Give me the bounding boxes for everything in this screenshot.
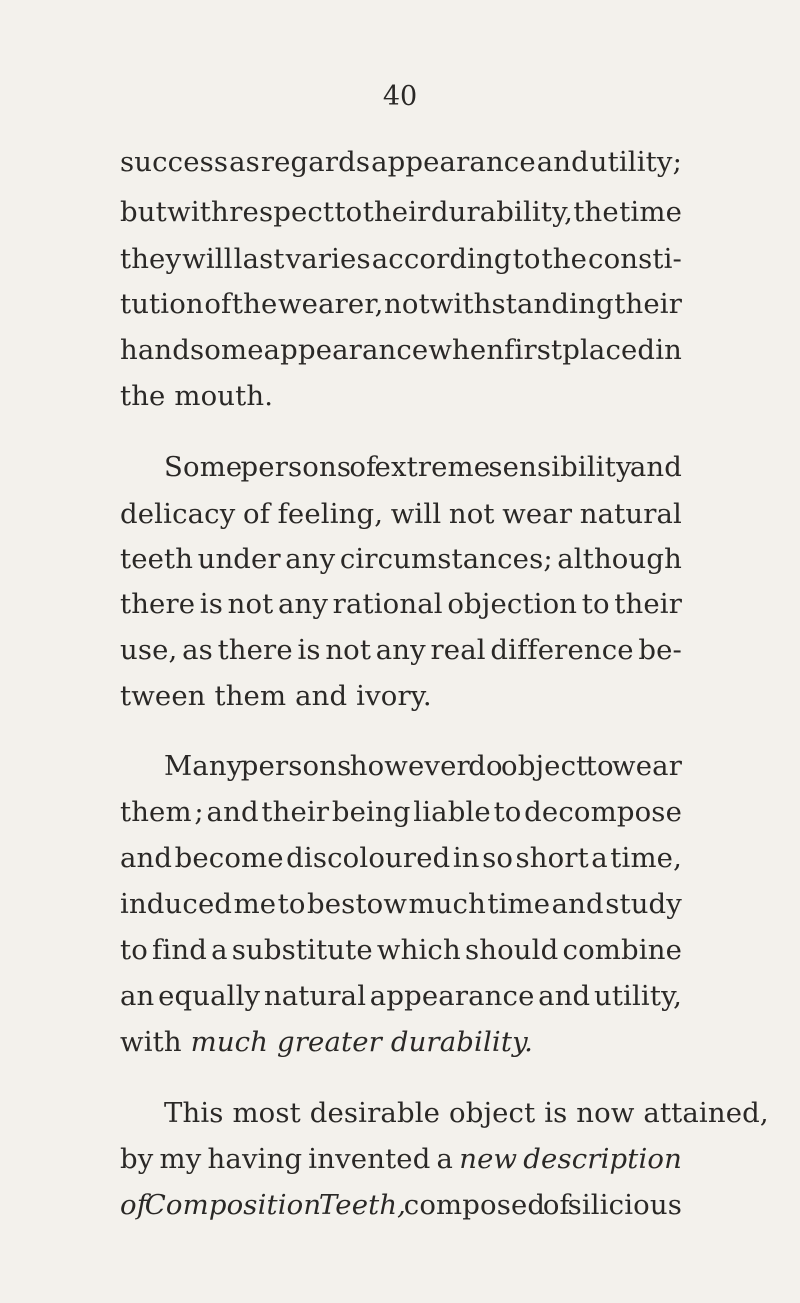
text-line xyxy=(164,445,682,489)
text-line xyxy=(120,928,682,972)
text-segment: success as regards appearance and utility; xyxy=(120,146,682,178)
text-segment: to find a substitute which should combine xyxy=(120,934,682,966)
text-segment: them ; and their being liable to decompose xyxy=(120,796,682,828)
text-segment: and become discoloured in so short a time, xyxy=(120,842,682,874)
text-segment: use, as there is not any real difference be- xyxy=(120,634,682,666)
text-segment: there is not any rational objection to their xyxy=(120,588,682,620)
text-line xyxy=(120,1183,682,1227)
text-segment: teeth under any circumstances; although xyxy=(120,543,682,575)
text-segment: they will last varies according to the consti- xyxy=(120,243,682,275)
text-segment: by my having invented a xyxy=(120,1143,460,1175)
text-line xyxy=(120,674,432,718)
text-segment: the mouth. xyxy=(120,380,274,412)
page-number: 40 xyxy=(382,81,418,112)
text-segment: Many persons however do object to wear xyxy=(164,750,682,782)
text-segment: induced me to bestow much time and study xyxy=(120,888,682,920)
text-segment: tution of the wearer, notwithstanding their xyxy=(120,288,682,320)
text-segment: delicacy of feeling, will not wear natural xyxy=(120,498,682,530)
text-line xyxy=(164,1091,769,1135)
text-line xyxy=(120,492,682,536)
text-segment: but with respect to their durability, the time xyxy=(120,196,682,228)
text-line xyxy=(120,237,682,281)
text-segment: composed of silicious xyxy=(406,1189,682,1221)
text-line xyxy=(120,1020,533,1064)
text-line xyxy=(120,974,682,1018)
text-segment: handsome appearance when first placed in xyxy=(120,334,682,366)
text-line xyxy=(120,374,273,418)
italic-text-segment: of Composition Teeth, xyxy=(120,1189,407,1221)
text-segment: This most desirable object is now attained, xyxy=(164,1097,769,1129)
italic-text-segment: new description xyxy=(459,1143,682,1175)
text-segment: tween them and ivory. xyxy=(120,680,432,712)
text-line xyxy=(120,190,682,234)
text-line xyxy=(120,282,682,326)
text-line xyxy=(120,1137,682,1181)
text-segment: with xyxy=(120,1026,191,1058)
text-line xyxy=(164,744,682,788)
text-segment: Some persons of extreme sensibility and xyxy=(164,451,682,483)
text-line xyxy=(120,790,682,834)
text-line xyxy=(120,882,682,926)
text-line xyxy=(120,537,682,581)
text-line xyxy=(120,582,682,626)
italic-text-segment: much greater durability. xyxy=(190,1026,533,1058)
text-segment: an equally natural appearance and utility, xyxy=(120,980,682,1012)
text-line xyxy=(120,140,682,184)
text-line xyxy=(120,836,682,880)
text-line xyxy=(120,328,682,372)
text-line xyxy=(120,628,682,672)
